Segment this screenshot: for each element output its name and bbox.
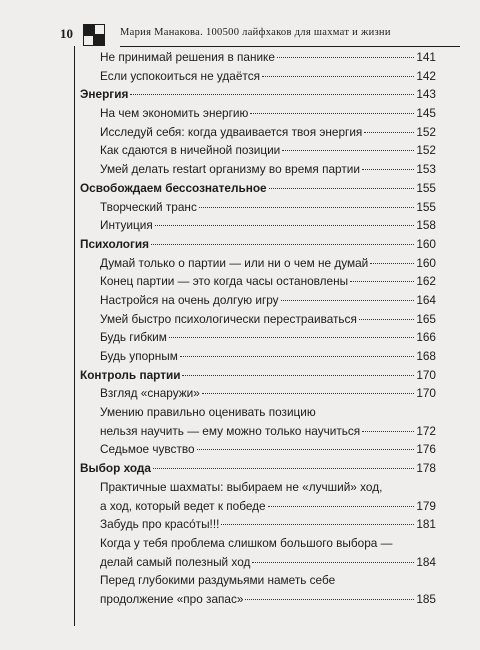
toc-entry xyxy=(80,590,436,609)
toc-entry-page: 170 xyxy=(416,386,436,401)
toc-entry-page: 153 xyxy=(416,162,436,177)
toc-entry-page: 145 xyxy=(416,106,436,121)
toc-entry-page: 176 xyxy=(416,442,436,457)
running-title: Мария Манакова. 100500 лайфхаков для шахмат и жизни xyxy=(120,27,391,38)
toc-entry-title: Контроль партии xyxy=(80,367,181,382)
page-number: 10 xyxy=(60,26,73,41)
toc-entry-title: Практичные шахматы: выбираем не «лучший» ход, xyxy=(100,479,383,494)
toc-entry-title: Выбор хода xyxy=(80,461,151,476)
toc-entry-title: а ход, который ведет к победе xyxy=(100,498,266,513)
dot-leader xyxy=(281,300,415,301)
toc-entry-title: Интуиция xyxy=(100,218,153,233)
toc-entry-page: 172 xyxy=(416,423,436,438)
dot-leader xyxy=(359,319,414,320)
toc-entry xyxy=(80,403,436,422)
toc-entry-page: 141 xyxy=(416,50,436,64)
dot-leader xyxy=(364,132,414,133)
toc-entry-title: На чем экономить энергию xyxy=(100,106,249,121)
toc-entry-title: Если успокоиться не удаётся xyxy=(100,68,260,83)
toc-entry-page: 143 xyxy=(416,87,436,102)
toc-entry-title: Исследуй себя: когда удваивается твоя энергия xyxy=(100,124,363,139)
toc-entry xyxy=(80,198,436,217)
toc-entry-title: Настройся на очень долгую игру xyxy=(100,292,279,307)
dot-leader xyxy=(221,524,414,525)
dot-leader xyxy=(350,281,414,282)
toc-entry xyxy=(80,123,436,142)
toc-entry-title: Как сдаются в ничейной позиции xyxy=(100,143,281,158)
toc-entry xyxy=(80,571,436,590)
toc-entry-page: 158 xyxy=(416,218,436,233)
dot-leader xyxy=(370,263,414,264)
toc-section xyxy=(80,366,436,385)
toc-entry-page: 185 xyxy=(416,591,436,606)
dot-leader xyxy=(180,356,415,357)
toc-entry-page: 168 xyxy=(416,349,436,363)
dot-leader xyxy=(182,375,414,376)
toc-entry-page: 152 xyxy=(416,143,436,158)
toc-entry-title: Умей быстро психологически перестраиваться xyxy=(100,311,357,326)
toc-entry xyxy=(80,254,436,273)
toc-entry-title: делай самый полезный ход xyxy=(100,554,251,569)
toc-entry xyxy=(80,384,436,403)
dot-leader xyxy=(252,562,414,563)
toc-entry xyxy=(80,160,436,179)
toc-entry xyxy=(80,422,436,441)
toc-entry xyxy=(80,497,436,516)
toc-entry xyxy=(80,515,436,534)
toc-entry-page: 155 xyxy=(416,180,436,195)
toc-entry-page: 181 xyxy=(416,517,436,532)
toc-entry xyxy=(80,141,436,160)
toc-entry-page: 160 xyxy=(416,236,436,251)
margin-rule xyxy=(74,46,75,626)
dot-leader xyxy=(153,468,414,469)
dot-leader xyxy=(362,431,414,432)
toc-entry-title: Забудь про красо́ты!!! xyxy=(100,517,220,532)
toc-entry-title: нельзя научить — ему можно только научиться xyxy=(100,423,361,438)
toc-section xyxy=(80,235,436,254)
toc-section xyxy=(80,459,436,478)
dot-leader xyxy=(169,337,415,338)
toc-entry xyxy=(80,440,436,459)
toc-entry-page: 179 xyxy=(416,498,436,513)
page-header xyxy=(60,22,460,48)
toc-entry-title: Когда у тебя проблема слишком большого выбора — xyxy=(100,535,393,550)
toc-entry xyxy=(80,347,436,366)
dot-leader xyxy=(155,225,415,226)
toc-entry-title: продолжение «про запас» xyxy=(100,591,244,606)
toc-entry-title: Взгляд «снаружи» xyxy=(100,386,200,401)
toc-entry-title: Будь гибким xyxy=(100,330,167,345)
dot-leader xyxy=(268,506,415,507)
toc-entry xyxy=(80,478,436,497)
toc-entry-title: Освобождаем бессознательное xyxy=(80,180,267,195)
chessboard-icon xyxy=(83,24,105,46)
toc-entry-page: 166 xyxy=(416,330,436,345)
toc-entry xyxy=(80,291,436,310)
dot-leader xyxy=(197,449,415,450)
toc-entry-page: 178 xyxy=(416,461,436,476)
dot-leader xyxy=(362,169,414,170)
toc-entry-page: 155 xyxy=(416,199,436,214)
toc-section xyxy=(80,85,436,104)
toc-entry-page: 184 xyxy=(416,554,436,569)
toc-entry-page: 164 xyxy=(416,292,436,307)
dot-leader xyxy=(282,150,414,151)
toc-entry-page: 142 xyxy=(416,68,436,83)
toc-entry-page: 152 xyxy=(416,124,436,139)
dot-leader xyxy=(262,76,414,77)
toc-entry-title: Не принимай решения в панике xyxy=(100,50,275,64)
toc-entry xyxy=(80,553,436,572)
toc-entry-title: Думай только о партии — или ни о чем не думай xyxy=(100,255,369,270)
header-rule xyxy=(120,46,460,47)
toc-entry xyxy=(80,216,436,235)
table-of-contents xyxy=(80,48,436,609)
toc-entry xyxy=(80,534,436,553)
toc-entry-title: Творческий транс xyxy=(100,199,197,214)
toc-entry xyxy=(80,310,436,329)
toc-entry-page: 170 xyxy=(416,367,436,382)
toc-entry-title: Будь упорным xyxy=(100,349,178,363)
toc-entry-title: Психология xyxy=(80,236,150,251)
toc-entry-title: Умению правильно оценивать позицию xyxy=(100,405,316,420)
toc-entry-title: Энергия xyxy=(80,87,129,102)
toc-entry-title: Умей делать restart организму во время партии xyxy=(100,162,360,177)
dot-leader xyxy=(245,599,414,600)
toc-entry xyxy=(80,104,436,123)
dot-leader xyxy=(269,188,415,189)
dot-leader xyxy=(202,393,415,394)
dot-leader xyxy=(277,57,414,58)
toc-entry xyxy=(80,67,436,86)
toc-entry-page: 162 xyxy=(416,274,436,289)
toc-entry-page: 160 xyxy=(416,255,436,270)
dot-leader xyxy=(199,207,414,208)
toc-entry-title: Седьмое чувство xyxy=(100,442,195,457)
toc-entry-title: Перед глубокими раздумьями наметь себе xyxy=(100,573,336,588)
dot-leader xyxy=(151,244,414,245)
toc-entry xyxy=(80,48,436,67)
dot-leader xyxy=(250,113,414,114)
toc-entry-page: 165 xyxy=(416,311,436,326)
dot-leader xyxy=(130,94,414,95)
toc-entry xyxy=(80,272,436,291)
toc-entry xyxy=(80,328,436,347)
toc-section xyxy=(80,179,436,198)
toc-entry-title: Конец партии — это когда часы остановлены xyxy=(100,274,349,289)
